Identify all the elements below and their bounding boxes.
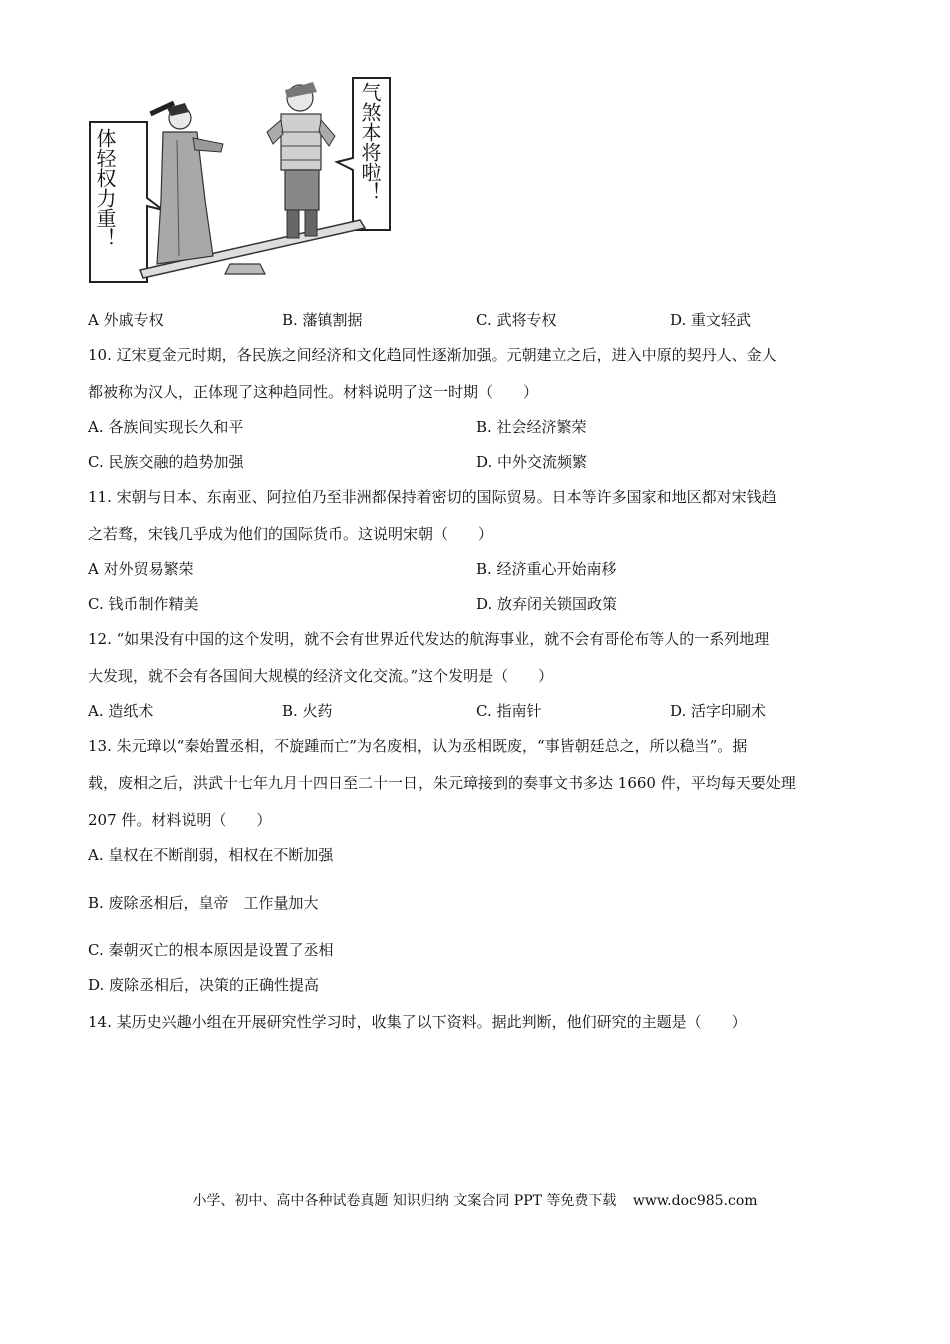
official-figure [149, 101, 223, 264]
footer-url[interactable]: www.doc985.com [632, 1193, 758, 1209]
q13-option-b: B. 废除丞相后，皇帝 工作量加大 [88, 894, 319, 912]
q12-option-a: A. 造纸术 [88, 702, 154, 720]
q10-stem-line-2: 都被称为汉人，正体现了这种趋同性。材料说明了这一时期（ ） [88, 383, 539, 401]
left-bubble-text: 体轻权力重！ [93, 128, 117, 248]
q12-option-c: C. 指南针 [476, 702, 542, 720]
q11-option-a: A 对外贸易繁荣 [88, 560, 194, 578]
q11-option-d: D. 放弃闭关锁国政策 [476, 595, 618, 613]
q11-option-c: C. 钱币制作精美 [88, 595, 199, 613]
q9-option-b: B. 藩镇割据 [282, 311, 363, 329]
q10-option-a: A. 各族间实现长久和平 [88, 418, 244, 436]
q12-option-b: B. 火药 [282, 702, 333, 720]
q13-option-d: D. 废除丞相后，决策的正确性提高 [88, 976, 320, 994]
seesaw-cartoon-illustration [85, 70, 395, 290]
q13-stem-line-2: 载，废相之后，洪武十七年九月十四日至二十一日，朱元璋接到的奏事文书多达 1660 件，平均每天要处理 [88, 774, 796, 792]
q13-stem-line-3: 207 件。材料说明（ ） [88, 811, 272, 829]
q9-option-d: D. 重文轻武 [670, 311, 752, 329]
seesaw-fulcrum [225, 264, 265, 274]
general-figure [267, 82, 335, 238]
q9-option-c: C. 武将专权 [476, 311, 557, 329]
q11-option-b: B. 经济重心开始南移 [476, 560, 617, 578]
footer-text: 小学、初中、高中各种试卷真题 知识归纳 文案合同 PPT 等免费下载 [192, 1193, 617, 1209]
q9-option-a: A 外戚专权 [88, 311, 164, 329]
q11-stem-line-1: 11. 宋朝与日本、东南亚、阿拉伯乃至非洲都保持着密切的国际贸易。日本等许多国家和地区都对宋钱趋 [88, 488, 777, 506]
q12-stem-line-1: 12. “如果没有中国的这个发明，就不会有世界近代发达的航海事业，就不会有哥伦布等人的一系列地理 [88, 630, 770, 648]
q11-stem-line-2: 之若骛，宋钱几乎成为他们的国际货币。这说明宋朝（ ） [88, 525, 494, 543]
q14-stem-line: 14. 某历史兴趣小组在开展研究性学习时，收集了以下资料。据此判断，他们研究的主题是（ ） [88, 1013, 747, 1031]
q12-stem-line-2: 大发现，就不会有各国间大规模的经济文化交流。”这个发明是（ ） [88, 667, 554, 685]
q10-stem-line-1: 10. 辽宋夏金元时期，各民族之间经济和文化趋同性逐渐加强。元朝建立之后，进入中原的契丹人、金人 [88, 346, 777, 364]
q10-option-d: D. 中外交流频繁 [476, 453, 588, 471]
q12-option-d: D. 活字印刷术 [670, 702, 767, 720]
right-bubble-text: 气煞本将啦！ [358, 82, 382, 202]
q10-option-b: B. 社会经济繁荣 [476, 418, 587, 436]
q10-option-c: C. 民族交融的趋势加强 [88, 453, 244, 471]
page-footer [0, 1190, 950, 1210]
q13-stem-line-1: 13. 朱元璋以“秦始置丞相，不旋踵而亡”为名废相，认为丞相既废，“事皆朝廷总之，所以稳当”。据 [88, 737, 748, 755]
q13-option-c: C. 秦朝灭亡的根本原因是设置了丞相 [88, 941, 334, 959]
q13-option-a: A. 皇权在不断削弱，相权在不断加强 [88, 846, 334, 864]
